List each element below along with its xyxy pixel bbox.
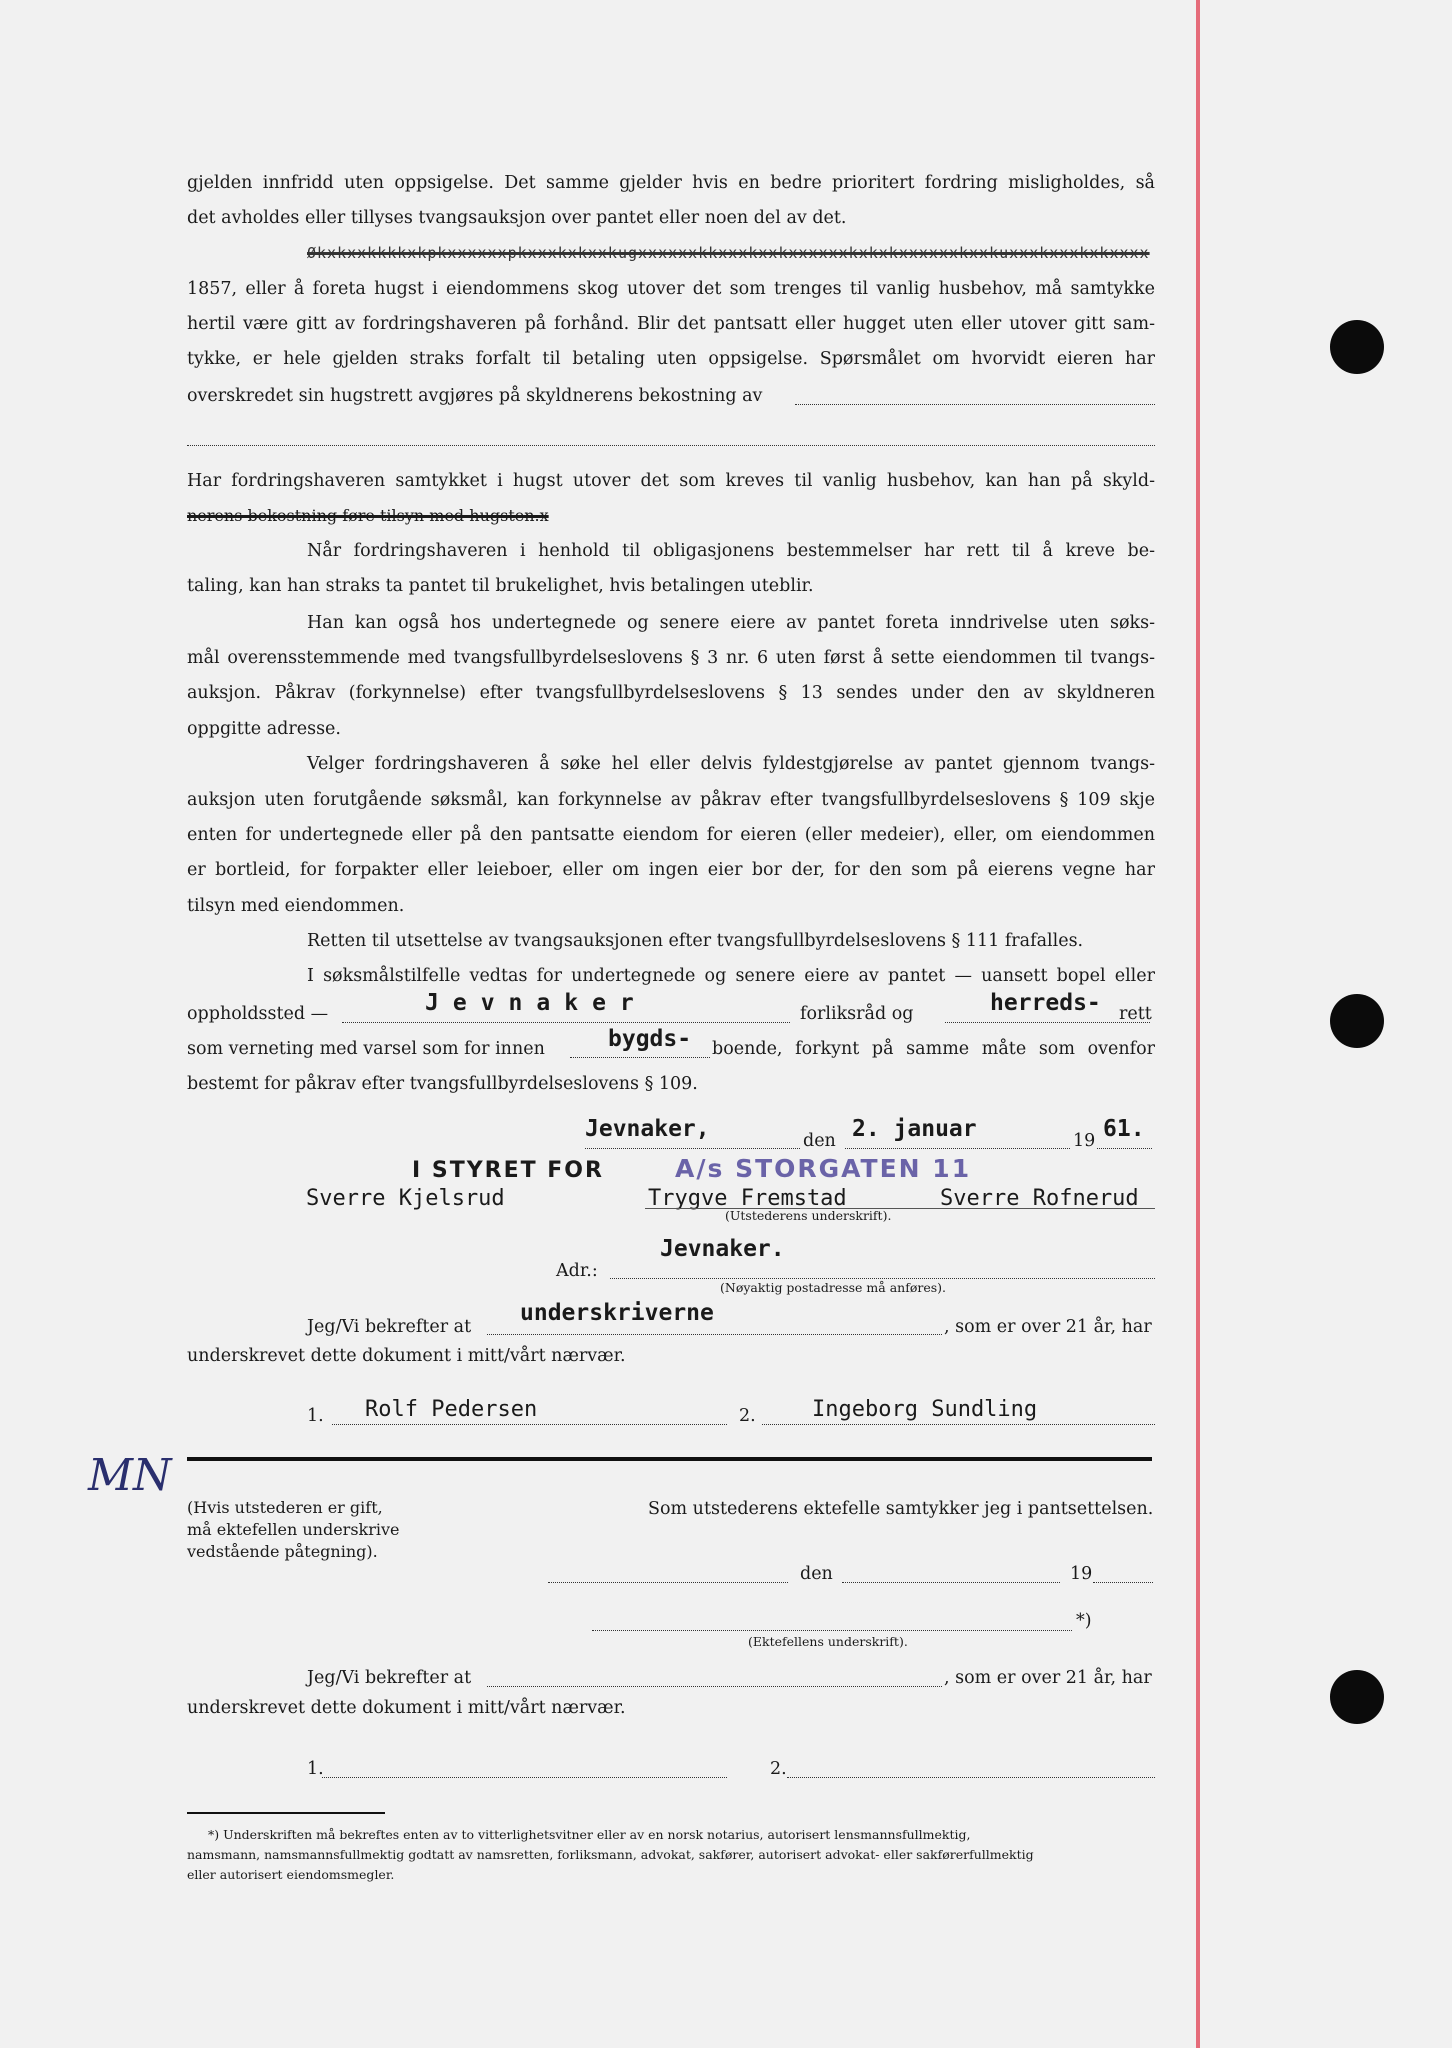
confirm-label: Jeg/Vi bekrefter at: [307, 1317, 472, 1337]
footnote-line: namsmann, namsmannsfullmektig godtatt av namsretten, forliksmann, advokat, sakfører, autorisert advokat- eller sakførerfullmektig: [187, 1847, 1034, 1862]
venue-label: oppholdssted —: [187, 1004, 329, 1024]
signature-caption: (Utstederens underskrift).: [725, 1208, 892, 1223]
fill-line: [795, 404, 1155, 405]
den-label: den: [800, 1564, 833, 1584]
spouse-caption: (Ektefellens underskrift).: [748, 1634, 908, 1649]
footnote-mark: *): [1076, 1611, 1092, 1631]
body-line: 1857, eller å foreta hugst i eiendommens skog utover det som trenges til vanlig husbehov, må samtykke: [187, 279, 1155, 299]
typed-bygds: bygds-: [608, 1026, 692, 1052]
address-label: Adr.:: [556, 1261, 598, 1281]
witness-name: Ingeborg Sundling: [812, 1397, 1038, 1422]
body-line: mål overensstemmende med tvangsfullbyrdelseslovens § 3 nr. 6 uten først å sette eiendommen til tvangs-: [187, 648, 1155, 668]
signer-name: Sverre Rofnerud: [940, 1186, 1139, 1211]
year-label: 19: [1073, 1131, 1096, 1151]
struck-line: nerens bekostning føre tilsyn med hugsten.x: [187, 506, 549, 525]
body-line: Har fordringshaveren samtykket i hugst utover det som kreves til vanlig husbehov, kan han på skyld-: [187, 471, 1155, 491]
note-line: vedstående påtegning).: [187, 1542, 378, 1561]
venue-label: forliksråd og: [800, 1004, 914, 1024]
witness-number: 2.: [770, 1759, 787, 1779]
body-line: Velger fordringshaveren å søke hel eller delvis fyldestgjørelse av pantet gjennom tvangs-: [307, 754, 1155, 774]
body-line: gjelden innfridd uten oppsigelse. Det samme gjelder hvis en bedre prioritert fordring misligholdes, så: [187, 173, 1155, 193]
margin-line: [1196, 0, 1200, 2048]
body-line: Retten til utsettelse av tvangsauksjonen efter tvangsfullbyrdelseslovens § 111 frafalles.: [307, 931, 1084, 951]
note-line: må ektefellen underskrive: [187, 1520, 400, 1539]
section-rule: [187, 1457, 1152, 1461]
witness-number: 1.: [307, 1759, 324, 1779]
punch-hole: [1330, 320, 1384, 374]
year-label: 19: [1070, 1564, 1093, 1584]
struck-line: Økxkxxkkkkxkpkxxxxxxpkxxxkxkxxkugxxxxxxkkxxxkxxkxxxxxxkxkxkxxxxxxkxxkuxxxkxxxkxkxxxx: [307, 244, 1150, 262]
fill-line: [187, 445, 1155, 446]
body-line: det avholdes eller tillyses tvangsauksjon over pantet eller noen del av det.: [187, 208, 847, 228]
body-line: Han kan også hos undertegnede og senere eiere av pantet foreta inndrivelse uten søks-: [307, 613, 1155, 633]
footnote-line: eller autorisert eiendomsmegler.: [187, 1867, 395, 1882]
body-line: oppgitte adresse.: [187, 719, 341, 739]
body-line: overskredet sin hugstrett avgjøres på skyldnerens bekostning av: [187, 386, 763, 406]
typed-place: Jevnaker,: [585, 1116, 710, 1142]
witness-number: 2.: [739, 1406, 756, 1426]
witness-number: 1.: [307, 1406, 324, 1426]
signer-name: Trygve Fremstad: [648, 1186, 847, 1211]
body-line: som verneting med varsel som for innen: [187, 1039, 545, 1059]
footnote-line: *) Underskriften må bekreftes enten av to vitterlighetsvitner eller av en norsk notarius, autorisert lensmannsfullmektig,: [208, 1827, 971, 1842]
handwritten-initials: MN: [88, 1450, 172, 1501]
den-label: den: [803, 1131, 836, 1151]
punch-hole: [1330, 994, 1384, 1048]
body-line: Når fordringshaveren i henhold til obligasjonens bestemmelser har rett til å kreve be-: [307, 541, 1155, 561]
over21-label: , som er over 21 år, har: [944, 1668, 1152, 1688]
footnote-rule: [187, 1812, 385, 1814]
fill-line: [342, 1022, 790, 1023]
body-line: auksjon uten forutgående søksmål, kan forkynnelse av påkrav efter tvangsfullbyrdelseslovens § 109 skje: [187, 790, 1155, 810]
typed-venue: Jevnaker: [425, 990, 648, 1016]
fill-line: [487, 1686, 942, 1687]
consent-line: Som utstederens ektefelle samtykker jeg i pantsettelsen.: [648, 1499, 1154, 1519]
fill-line: [322, 1777, 727, 1778]
fill-line: [845, 1148, 1070, 1149]
typed-address: Jevnaker.: [660, 1236, 785, 1262]
note-line: (Hvis utstederen er gift,: [187, 1498, 383, 1517]
body-line: enten for undertegnede eller på den pantsatte eiendom for eieren (eller medeier), eller, om eiendommen: [187, 825, 1155, 845]
typed-witnesses: underskriverne: [520, 1300, 714, 1326]
fill-line: [592, 1630, 1072, 1631]
body-line: auksjon. Påkrav (forkynnelse) efter tvangsfullbyrdelseslovens § 13 sendes under den av skyldneren: [187, 683, 1155, 703]
over21-label: , som er over 21 år, har: [944, 1317, 1152, 1337]
body-line: boende, forkynt på samme måte som ovenfor: [712, 1039, 1155, 1059]
body-line: bestemt for påkrav efter tvangsfullbyrdelseslovens § 109.: [187, 1074, 698, 1094]
fill-line: [610, 1278, 1155, 1279]
confirm-label: Jeg/Vi bekrefter at: [307, 1668, 472, 1688]
typed-year: 61.: [1103, 1116, 1145, 1142]
address-caption: (Nøyaktig postadresse må anføres).: [720, 1280, 946, 1295]
venue-label: rett: [1119, 1004, 1152, 1024]
body-line: hertil være gitt av fordringshaveren på forhånd. Blir det pantsatt eller hugget uten eller utover gitt sam-: [187, 314, 1155, 334]
body-line: I søksmålstilfelle vedtas for undertegnede og senere eiere av pantet — uansett bopel eller: [307, 966, 1155, 986]
fill-line: [1093, 1582, 1153, 1583]
fill-line: [762, 1424, 1155, 1425]
body-line: er bortleid, for forpakter eller leieboer, eller om ingen eier bor der, for den som på eierens vegne har: [187, 860, 1155, 880]
typed-date: 2. januar: [852, 1116, 977, 1142]
fill-line: [787, 1777, 1155, 1778]
body-line: taling, kan han straks ta pantet til brukelighet, hvis betalingen uteblir.: [187, 576, 814, 596]
fill-line: [585, 1148, 800, 1149]
body-line: tilsyn med eiendommen.: [187, 896, 405, 916]
signer-name: Sverre Kjelsrud: [306, 1186, 505, 1211]
punch-hole: [1330, 1670, 1384, 1724]
typed-herreds: herreds-: [990, 990, 1101, 1016]
board-stamp: I STYRET FOR: [412, 1158, 604, 1183]
fill-line: [1097, 1148, 1152, 1149]
company-stamp: A/s STORGATEN 11: [675, 1154, 972, 1183]
fill-line: [487, 1334, 942, 1335]
body-line: tykke, er hele gjelden straks forfalt til betaling uten oppsigelse. Spørsmålet om hvorvidt eieren har: [187, 349, 1155, 369]
signature-line: [645, 1208, 1155, 1209]
witness-name: Rolf Pedersen: [365, 1397, 538, 1422]
fill-line: [842, 1582, 1060, 1583]
fill-line: [570, 1057, 710, 1058]
fill-line: [548, 1582, 788, 1583]
presence-label: underskrevet dette dokument i mitt/vårt nærvær.: [187, 1698, 626, 1718]
presence-label: underskrevet dette dokument i mitt/vårt nærvær.: [187, 1346, 626, 1366]
fill-line: [332, 1424, 727, 1425]
